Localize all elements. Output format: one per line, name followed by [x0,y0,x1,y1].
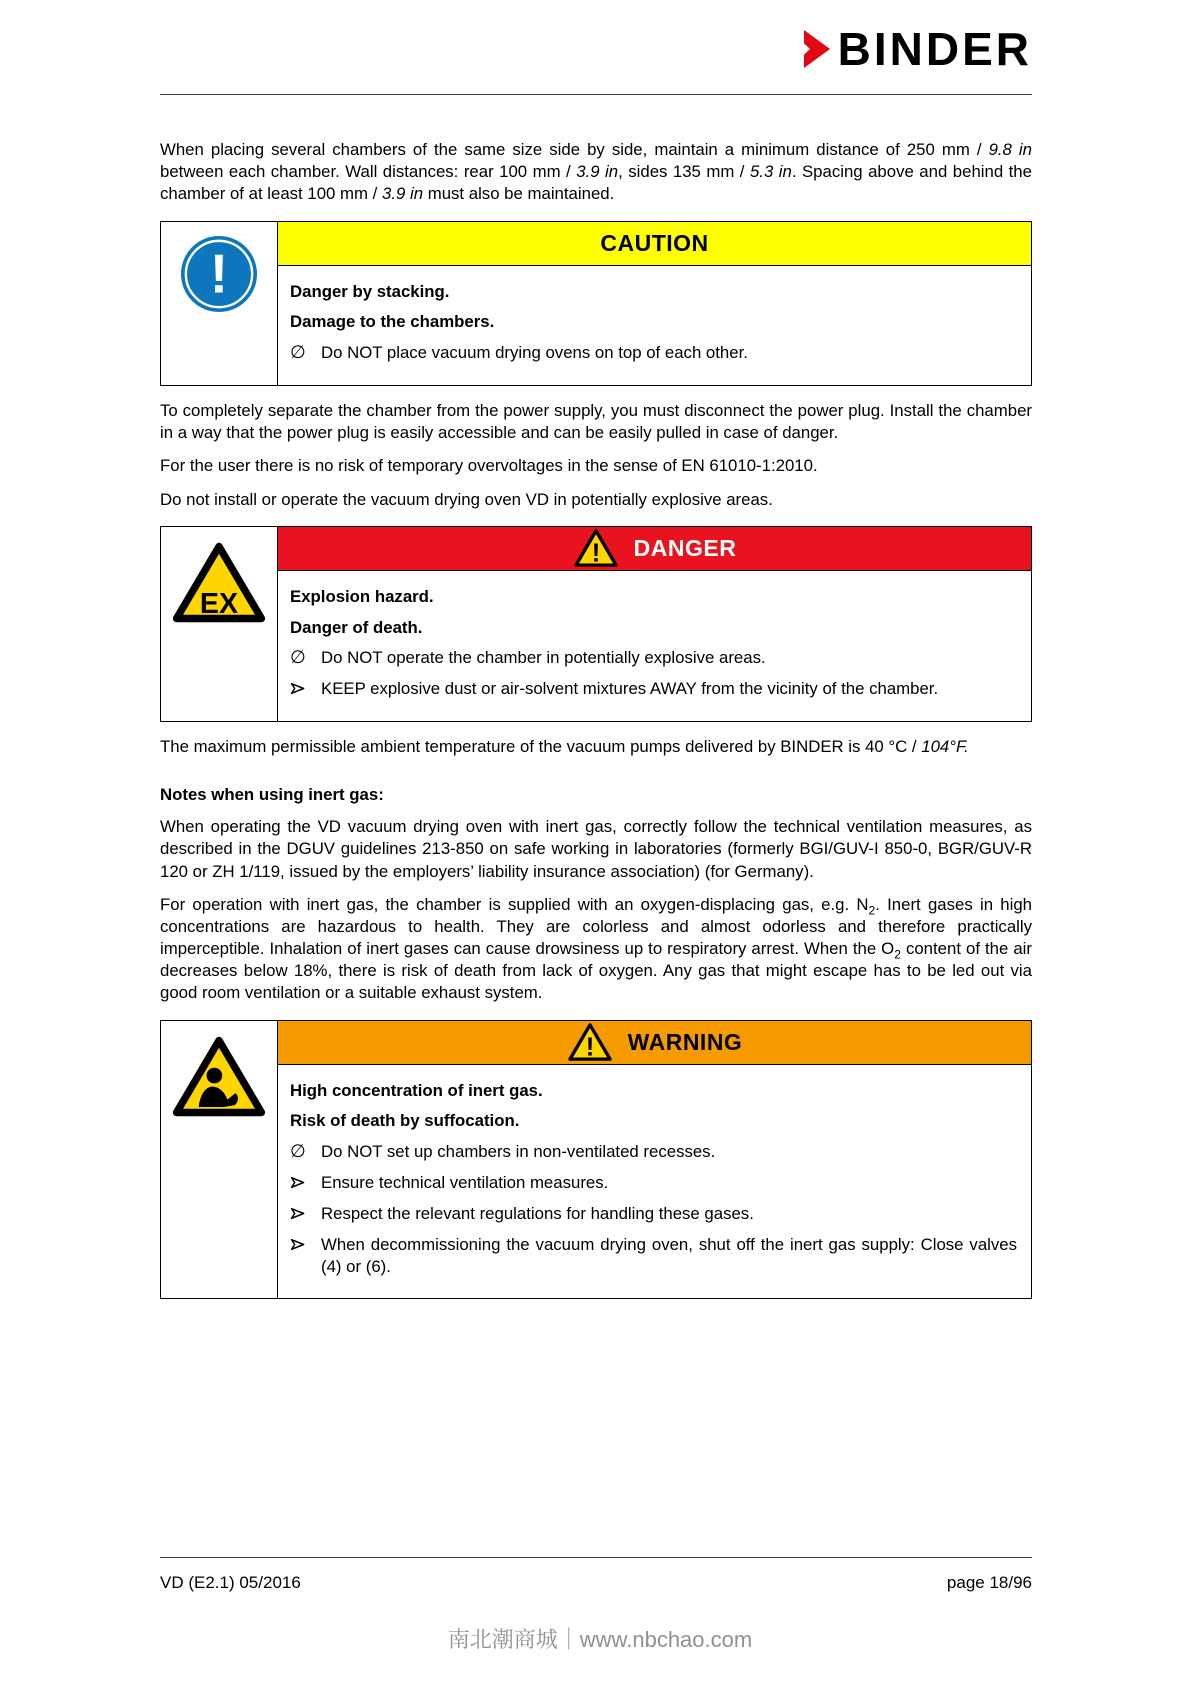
pump-temperature-paragraph [160,736,1032,758]
page-number-label: page 18/96 [946,1573,1032,1592]
danger-icon-cell [161,527,278,721]
warning-title: WARNING [627,1028,743,1055]
arrow-bullet-icon [290,1172,321,1194]
safety-line-text: Respect the relevant regulations for handling these gases. [321,1203,754,1223]
caution-box [160,221,1032,386]
safety-line [290,678,1017,700]
overvoltage-paragraph: For the user there is no risk of temporary overvoltages in the sense of EN 61010-1:2010. [160,456,818,476]
safety-line-text: Ensure technical ventilation measures. [321,1173,609,1193]
safety-line [290,1141,1017,1163]
warning-body [278,1065,1031,1299]
safety-line: Explosion hazard. [290,586,434,606]
safety-line: Danger by stacking. [290,281,450,301]
text-segment: must also be maintained. [423,184,615,204]
text-segment: 2 [868,903,876,918]
exclamation-glyph: ! [209,243,229,305]
suffocation-triangle-icon [171,1034,267,1119]
warning-header [278,1021,1031,1065]
text-segment: 3.9 in [576,162,619,182]
safety-line-text: Do NOT operate the chamber in potentially explosive areas. [321,648,766,668]
watermark-text: 南北潮商城｜www.nbchao.com [447,1627,753,1652]
warning-box [160,1020,1032,1300]
exclamation-glyph: ! [591,539,600,568]
warning-triangle-icon [567,1022,613,1062]
text-segment: 5.3 in [749,162,792,182]
page-header [0,0,1200,95]
ex-label: EX [199,587,239,620]
caution-header [278,222,1031,266]
prohibition-icon: ∅ [290,1141,306,1162]
caution-body [278,266,1031,385]
arrow-bullet-icon [290,678,321,700]
text-segment: For operation with inert gas, the chamber is supplied with an oxygen-displacing gas, e.g. N [160,894,869,914]
prohibition-icon: ∅ [290,647,306,668]
text-segment: The maximum permissible ambient temperature of the vacuum pumps delivered by BINDER is 40 °C / [160,737,922,756]
ex-explosion-triangle-icon [171,540,267,625]
text-segment: , sides 135 mm / [618,162,750,182]
caution-icon-cell [161,222,278,385]
safety-line: Risk of death by suffocation. [290,1111,520,1131]
binder-logo [160,23,1032,75]
prohibition-icon: ∅ [290,342,306,363]
footer-row [160,1573,1032,1593]
text-segment: . Inert gases in high concentrations are hazardous to health. They are colorless and almost odorless and therefore practically imperceptible. Inhalation of inert gases can cause drowsiness up to respiratory arrest. When the O [160,894,1032,959]
power-plug-paragraph: To completely separate the chamber from the power supply, you must disconnect the power plug. Install the chamber in a way that the power plug is easily accessible and can be easily pulled in case of danger. [160,401,1032,443]
text-segment: 2 [894,947,901,962]
safety-line-text: Do NOT set up chambers in non-ventilated recesses. [321,1142,716,1162]
page-content [0,139,1200,1299]
safety-line: High concentration of inert gas. [290,1080,543,1100]
inert-gas-heading: Notes when using inert gas: [160,785,384,805]
danger-body [278,571,1031,721]
explosive-areas-paragraph: Do not install or operate the vacuum drying oven VD in potentially explosive areas. [160,489,773,509]
arrow-bullet-icon [290,1234,321,1256]
text-segment: between each chamber. Wall distances: rear 100 mm / [160,162,577,182]
warning-triangle-icon [573,528,619,568]
blue-circle-exclamation-icon [180,235,258,313]
warning-icon-cell [161,1021,278,1299]
text-segment: 9.8 in [988,140,1032,159]
danger-box [160,526,1032,722]
text-segment: content of the air decreases below 18%, there is risk of death from lack of oxygen. Any gas that might escape has to be led out via good room ventilation or a suitable exhaust system. [160,939,1032,1003]
warning-box-main [278,1021,1031,1299]
exclamation-glyph: ! [585,1033,594,1062]
footer-rule [160,1557,1032,1558]
chamber-spacing-paragraph [160,139,1032,206]
caution-title: CAUTION [600,229,709,256]
safety-line: Danger of death. [290,617,423,637]
safety-line-text: KEEP explosive dust or air-solvent mixtures AWAY from the vicinity of the chamber. [321,679,939,699]
safety-line [290,342,1017,364]
safety-line [290,1172,1017,1194]
safety-line [290,647,1017,669]
safety-line [290,1203,1017,1225]
caution-box-main [278,222,1031,385]
text-segment: When placing several chambers of the same size side by side, maintain a minimum distance of 250 mm / [160,140,989,159]
safety-line-text: When decommissioning the vacuum drying oven, shut off the inert gas supply: Close valves (4) or (6). [321,1234,1017,1276]
text-segment: . Spacing above and behind the chamber of at least 100 mm / [160,162,1032,204]
safety-line [290,1234,1017,1278]
page-footer [160,1557,1032,1593]
binder-logo-text: BINDER [837,23,1032,75]
doc-version-label: VD (E2.1) 05/2016 [160,1573,301,1592]
danger-title: DANGER [633,534,737,561]
arrow-bullet-icon [290,1203,321,1225]
danger-box-main [278,527,1031,721]
safety-line: Damage to the chambers. [290,312,495,332]
binder-logo-arrow-icon [800,30,830,68]
text-segment: 104°F. [921,737,969,756]
inert-gas-paragraph-2 [160,894,1032,1005]
inert-gas-paragraph-1: When operating the VD vacuum drying oven with inert gas, correctly follow the technical ventilation measures, as described in the DGUV guidelines 213-850 on safe working in laboratories (formerly BGI/GUV-I 850-0, BGR/GUV-R 120 or ZH 1/119, issued by the employers’ liability insurance association) (for Germany). [160,817,1032,881]
danger-header [278,527,1031,571]
header-rule [160,94,1032,95]
text-segment: 3.9 in [381,184,424,204]
safety-line-text: Do NOT place vacuum drying ovens on top of each other. [321,343,748,363]
